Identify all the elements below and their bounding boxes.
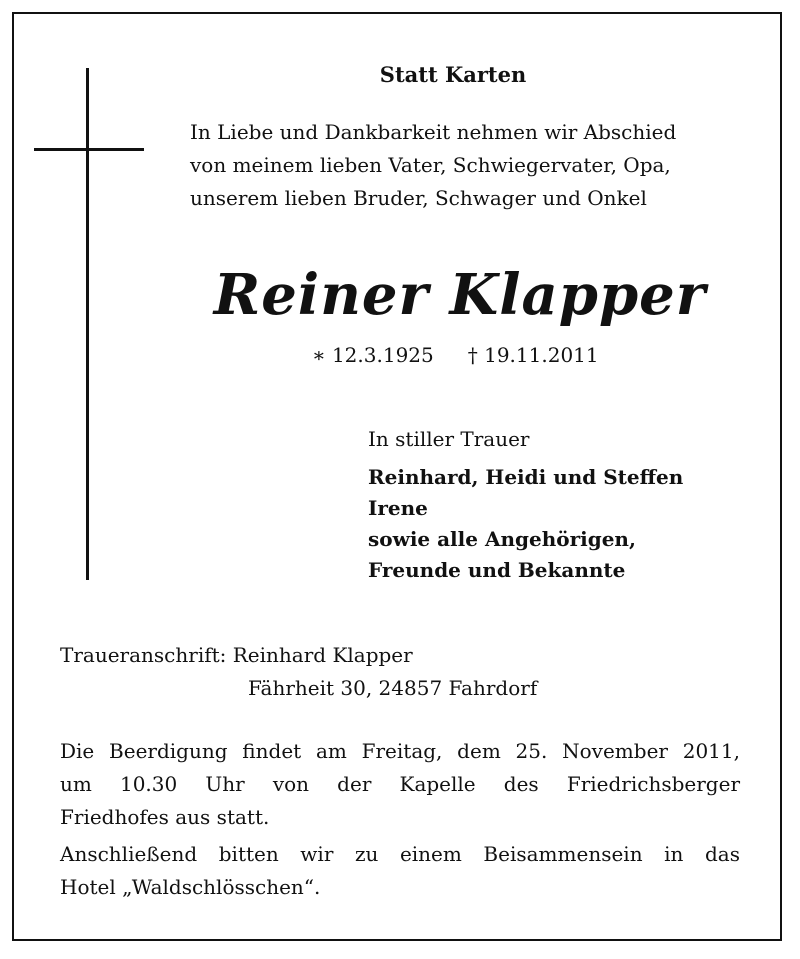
- funeral-line: um 10.30 Uhr von der Kapelle des Friedrichsberger: [60, 772, 740, 796]
- funeral-paragraph: [60, 735, 740, 834]
- death-date: † 19.11.2011: [467, 343, 599, 367]
- address-street: Fährheit 30, 24857 Fahrdorf: [248, 676, 538, 700]
- gathering-line: Anschließend bitten wir zu einem Beisammensein in das: [60, 842, 740, 866]
- mourning-line: In stiller Trauer: [368, 427, 530, 451]
- intro-text: [190, 116, 780, 215]
- funeral-line: Die Beerdigung findet am Freitag, dem 25. November 2011,: [60, 739, 740, 763]
- intro-line: In Liebe und Dankbarkeit nehmen wir Abschied: [190, 120, 677, 144]
- gathering-paragraph: [60, 838, 740, 904]
- gathering-line: Hotel „Waldschlösschen“.: [60, 875, 321, 899]
- cross-icon-horizontal: [34, 148, 144, 151]
- intro-line: von meinem lieben Vater, Schwiegervater, Opa,: [190, 153, 671, 177]
- life-dates: [312, 343, 599, 367]
- heading: Statt Karten: [379, 62, 527, 87]
- family-line: Reinhard, Heidi und Steffen: [368, 465, 684, 489]
- address-label: Traueranschrift: Reinhard Klapper: [60, 643, 413, 667]
- family-line: sowie alle Angehörigen,: [368, 527, 636, 551]
- deceased-name: Reiner Klapper: [213, 262, 707, 328]
- birth-date: ∗ 12.3.1925: [312, 343, 434, 367]
- cross-icon-vertical: [86, 68, 89, 580]
- intro-line: unserem lieben Bruder, Schwager und Onkel: [190, 186, 647, 210]
- family-line: Irene: [368, 496, 428, 520]
- funeral-line: Friedhofes aus statt.: [60, 805, 270, 829]
- family-line: Freunde und Bekannte: [368, 558, 626, 582]
- family-list: [368, 462, 683, 586]
